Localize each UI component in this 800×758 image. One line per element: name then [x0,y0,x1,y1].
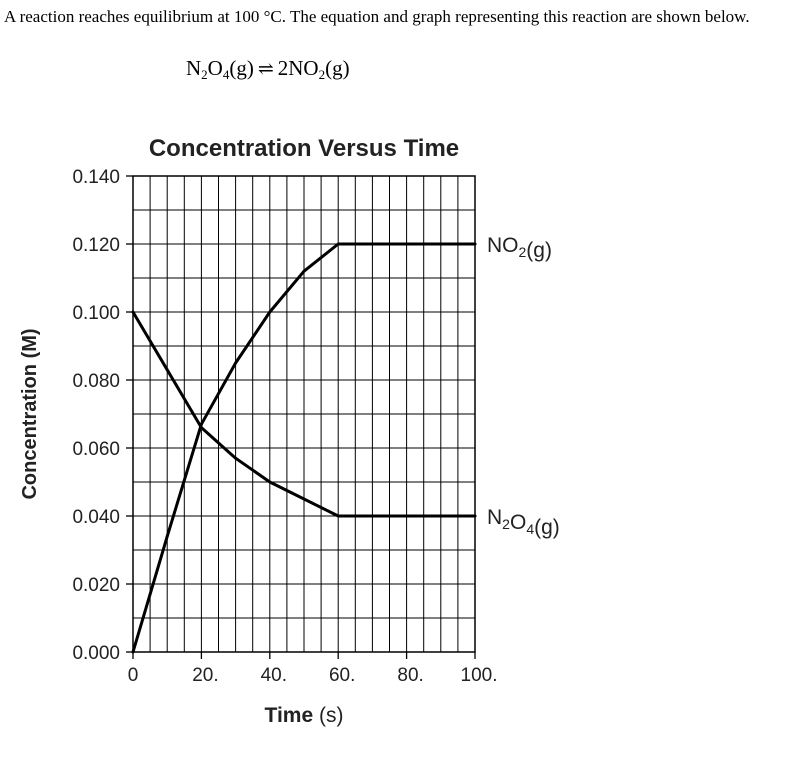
x-tick-label: 0 [127,665,139,686]
series-point [303,270,306,273]
series-point [234,362,237,365]
series-label-1: $N_2O_4(g)$ [487,506,560,539]
x-tick-label: 60. [328,665,356,686]
y-tick-label: 0.100 [72,303,120,324]
series-point [405,243,408,246]
series-point [405,515,408,518]
series-point [268,481,271,484]
series-point [166,368,169,371]
y-tick-label: 0.040 [72,507,120,528]
y-tick-label: 0.140 [72,167,120,188]
y-tick-label: 0.080 [72,371,120,392]
chart-title: Concentration Versus Time [148,135,460,162]
x-axis-label: Time (s) [264,704,344,727]
reactant-formula: $N_2O_4(g)$ [186,56,254,82]
x-tick-label: 20. [192,665,219,686]
series-point [268,311,271,314]
series-point [234,457,237,460]
series-point [337,515,340,518]
product-formula: $2NO_2(g)$ [277,56,350,82]
series-point [132,651,135,654]
series-point [200,426,203,429]
series-point [303,498,306,501]
series-point [371,515,374,518]
series-point [132,311,135,314]
series-point [337,243,340,246]
x-tick-label: 80. [397,665,424,686]
equilibrium-arrow: ⇌ [257,59,274,80]
series-label-0: $NO_2(g)$ [487,234,552,262]
y-tick-label: 0.120 [72,235,120,256]
y-axis-label: Concentration (M) [19,328,41,500]
x-tick-label: 40. [260,665,288,686]
y-tick-label: 0.000 [72,643,120,664]
x-tick-label: 100. [460,665,498,686]
series-point [371,243,374,246]
y-tick-label: 0.020 [72,575,120,596]
y-tick-label: 0.060 [72,439,120,460]
series-point [166,535,169,538]
question-intro-text: A reaction reaches equilibrium at 100 °C. The equation and graph representing this reaction are shown below. [4,7,750,26]
